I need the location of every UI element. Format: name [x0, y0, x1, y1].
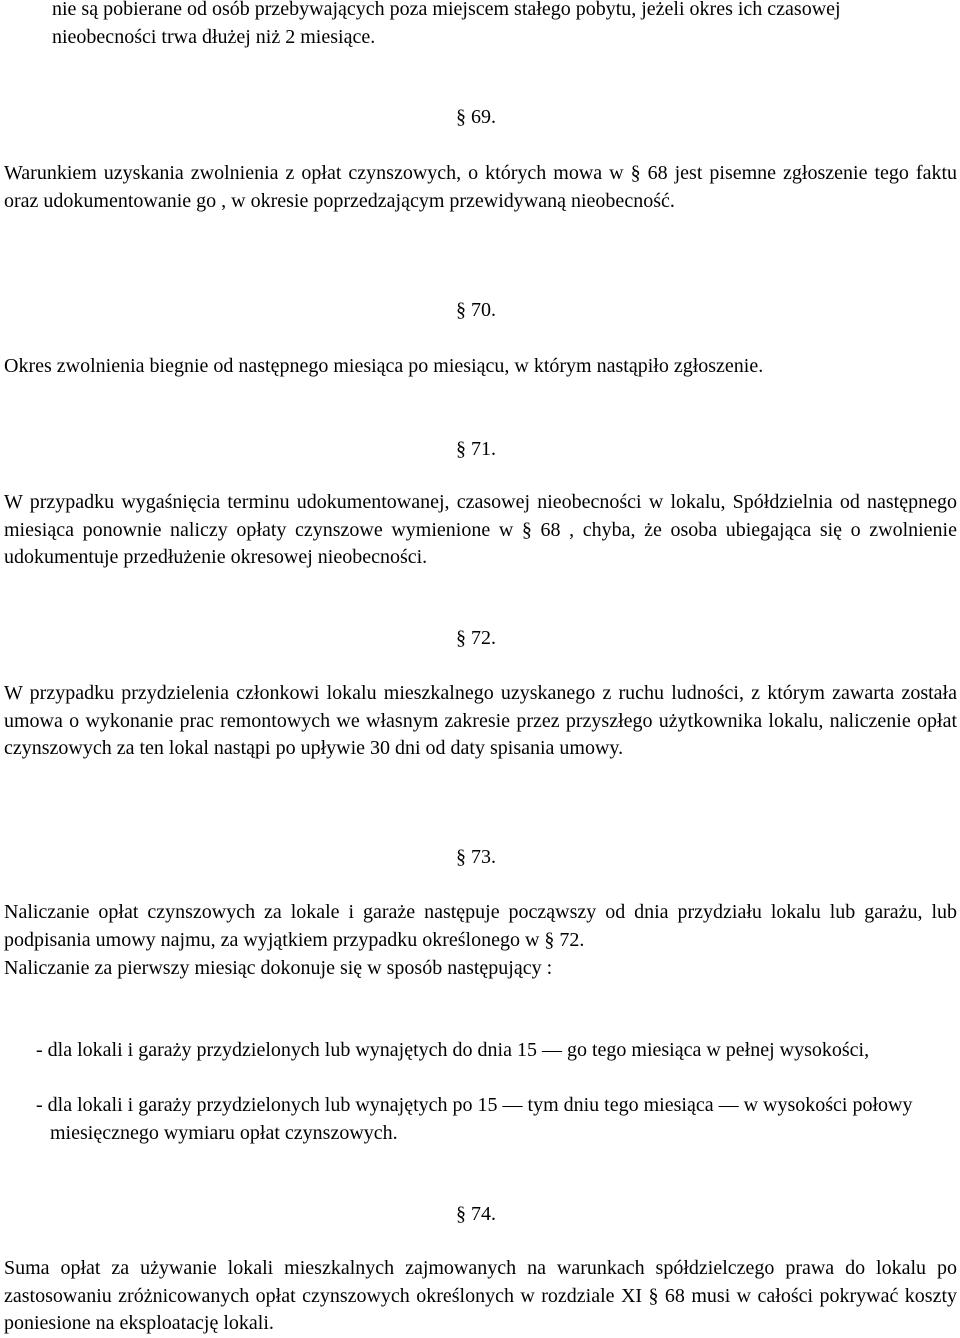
list-item: - dla lokali i garaży przydzielonych lub wynajętych po 15 — tym dniu tego miesiąca — w wysokości połowy miesięcznego wymiaru opłat czynszowych. [36, 1094, 913, 1144]
section-70-paragraph: Okres zwolnienia biegnie od następnego miesiąca po miesiącu, w którym nastąpiło zgłoszenie. [4, 355, 764, 377]
section-74-heading: § 74. [456, 1203, 496, 1225]
section-73-heading: § 73. [456, 846, 496, 868]
section-72-paragraph: W przypadku przydzielenia członkowi lokalu mieszkalnego uzyskanego z ruchu ludności, z którym zawarta została umowa o wykonanie prac remontowych we własnym zakresie przez przyszłego użytkownika lokalu, naliczenie opłat czynszowych za ten lokal nastąpi po upływie 30 dni od daty spisania umowy. [4, 682, 957, 759]
section-69-paragraph: Warunkiem uzyskania zwolnienia z opłat czynszowych, o których mowa w § 68 jest pisemne zgłoszenie tego faktu oraz udokumentowanie go , w okresie poprzedzającym przewidywaną nieobecność. [4, 162, 957, 212]
section-72-heading: § 72. [456, 627, 496, 649]
section-74-paragraph: Suma opłat za używanie lokali mieszkalnych zajmowanych na warunkach spółdzielczego prawa do lokalu po zastosowaniu zróżnicowanych opłat czynszowych określonych w rozdziale XI § 68 musi w całości pokrywać koszty poniesione na eksploatację lokali. [4, 1257, 957, 1334]
section-69-heading: § 69. [456, 106, 496, 128]
section-73-paragraph-1: Naliczanie opłat czynszowych za lokale i garaże następuje począwszy od dnia przydziału lokalu lub garażu, lub podpisania umowy najmu, za wyjątkiem przypadku określonego w § 72. [4, 901, 957, 951]
section-71-heading: § 71. [456, 438, 496, 460]
intro-paragraph: nie są pobierane od osób przebywających poza miejscem stałego pobytu, jeżeli okres ich czasowej nieobecności trwa dłużej niż 2 miesiące. [52, 0, 841, 48]
section-71-paragraph: W przypadku wygaśnięcia terminu udokumentowanej, czasowej nieobecności w lokalu, Spółdzielnia od następnego miesiąca ponownie naliczy opłaty czynszowe wymienione w § 68 , chyba, że osoba ubiegająca się o zwolnienie udokumentuje przedłużenie okresowej nieobecności. [4, 491, 957, 568]
section-73-paragraph-2: Naliczanie za pierwszy miesiąc dokonuje się w sposób następujący : [4, 957, 553, 979]
section-70-heading: § 70. [456, 299, 496, 321]
list-item: - dla lokali i garaży przydzielonych lub wynajętych do dnia 15 — go tego miesiąca w pełnej wysokości, [36, 1039, 870, 1061]
